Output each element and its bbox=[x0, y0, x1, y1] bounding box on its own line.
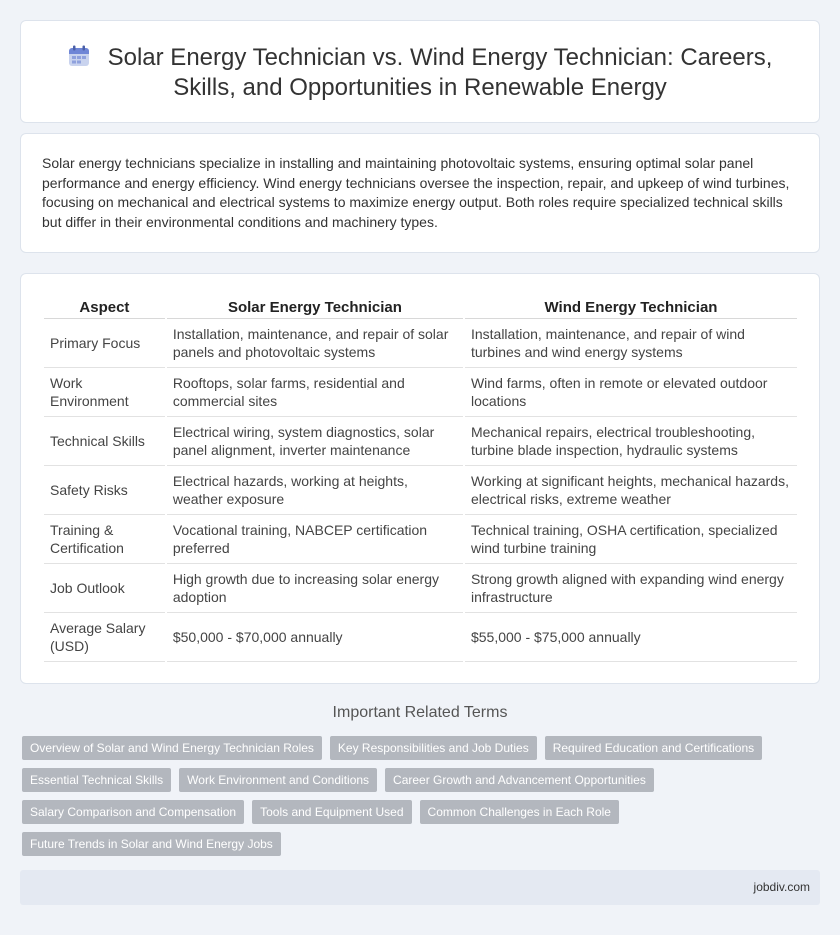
related-term-tag[interactable]: Common Challenges in Each Role bbox=[420, 800, 619, 824]
intro-paragraph: Solar energy technicians specialize in installing and maintaining photovoltaic systems, ensuring optimal solar panel performance and energy efficiency. Wind energy technicians oversee the inspection, repair, and upkeep of wind turbines, focusing on mechanical and electrical systems to maximize energy output. Both roles require specialized technical skills but differ in their environmental conditions and machinery types. bbox=[42, 155, 790, 230]
page-title-wrap bbox=[21, 43, 819, 103]
related-term-tag[interactable]: Key Responsibilities and Job Duties bbox=[330, 736, 537, 760]
table-row bbox=[44, 417, 797, 466]
table-row bbox=[44, 564, 797, 613]
cell-wind: Wind farms, often in remote or elevated outdoor locations bbox=[465, 368, 797, 417]
header-wind: Wind Energy Technician bbox=[465, 296, 797, 319]
table-row bbox=[44, 368, 797, 417]
table-row bbox=[44, 515, 797, 564]
related-term-tag[interactable]: Future Trends in Solar and Wind Energy Jobs bbox=[22, 832, 281, 856]
header-solar: Solar Energy Technician bbox=[167, 296, 463, 319]
cell-aspect: Safety Risks bbox=[44, 466, 165, 515]
footer bbox=[20, 870, 820, 905]
cell-aspect: Primary Focus bbox=[44, 319, 165, 368]
related-term-tag[interactable]: Salary Comparison and Compensation bbox=[22, 800, 244, 824]
cell-solar: Electrical hazards, working at heights, weather exposure bbox=[167, 466, 463, 515]
related-term-tag[interactable]: Essential Technical Skills bbox=[22, 768, 171, 792]
cell-solar: High growth due to increasing solar energy adoption bbox=[167, 564, 463, 613]
cell-wind: Strong growth aligned with expanding wind energy infrastructure bbox=[465, 564, 797, 613]
cell-aspect: Average Salary (USD) bbox=[44, 613, 165, 662]
cell-solar: $50,000 - $70,000 annually bbox=[167, 613, 463, 662]
cell-wind: Mechanical repairs, electrical troubleshooting, turbine blade inspection, hydraulic systems bbox=[465, 417, 797, 466]
table-row bbox=[44, 466, 797, 515]
title-card bbox=[20, 20, 820, 123]
cell-aspect: Work Environment bbox=[44, 368, 165, 417]
cell-solar: Rooftops, solar farms, residential and commercial sites bbox=[167, 368, 463, 417]
related-terms-heading: Important Related Terms bbox=[332, 704, 508, 721]
related-term-tag[interactable]: Overview of Solar and Wind Energy Technician Roles bbox=[22, 736, 322, 760]
cell-solar: Vocational training, NABCEP certification preferred bbox=[167, 515, 463, 564]
related-term-tag[interactable]: Tools and Equipment Used bbox=[252, 800, 411, 824]
cell-aspect: Technical Skills bbox=[44, 417, 165, 466]
cell-wind: Installation, maintenance, and repair of wind turbines and wind energy systems bbox=[465, 319, 797, 368]
calendar-icon bbox=[68, 45, 90, 67]
cell-aspect: Training & Certification bbox=[44, 515, 165, 564]
related-term-tag[interactable]: Required Education and Certifications bbox=[545, 736, 762, 760]
table-header-row bbox=[44, 296, 797, 319]
cell-wind: Technical training, OSHA certification, specialized wind turbine training bbox=[465, 515, 797, 564]
header-aspect: Aspect bbox=[44, 296, 165, 319]
cell-solar: Installation, maintenance, and repair of solar panels and photovoltaic systems bbox=[167, 319, 463, 368]
table-row bbox=[44, 613, 797, 662]
comparison-table bbox=[42, 296, 799, 662]
table-row bbox=[44, 319, 797, 368]
cell-wind: $55,000 - $75,000 annually bbox=[465, 613, 797, 662]
related-terms-list bbox=[22, 736, 802, 856]
cell-aspect: Job Outlook bbox=[44, 564, 165, 613]
page-title: Solar Energy Technician vs. Wind Energy Technician: Careers, Skills, and Opportunities in Renewable Energy bbox=[107, 44, 773, 101]
intro-card bbox=[20, 133, 820, 253]
related-term-tag[interactable]: Career Growth and Advancement Opportunities bbox=[385, 768, 654, 792]
cell-solar: Electrical wiring, system diagnostics, solar panel alignment, inverter maintenance bbox=[167, 417, 463, 466]
cell-wind: Working at significant heights, mechanical hazards, electrical risks, extreme weather bbox=[465, 466, 797, 515]
related-term-tag[interactable]: Work Environment and Conditions bbox=[179, 768, 377, 792]
footer-site-link[interactable]: jobdiv.com bbox=[753, 880, 810, 894]
comparison-card bbox=[20, 273, 820, 684]
